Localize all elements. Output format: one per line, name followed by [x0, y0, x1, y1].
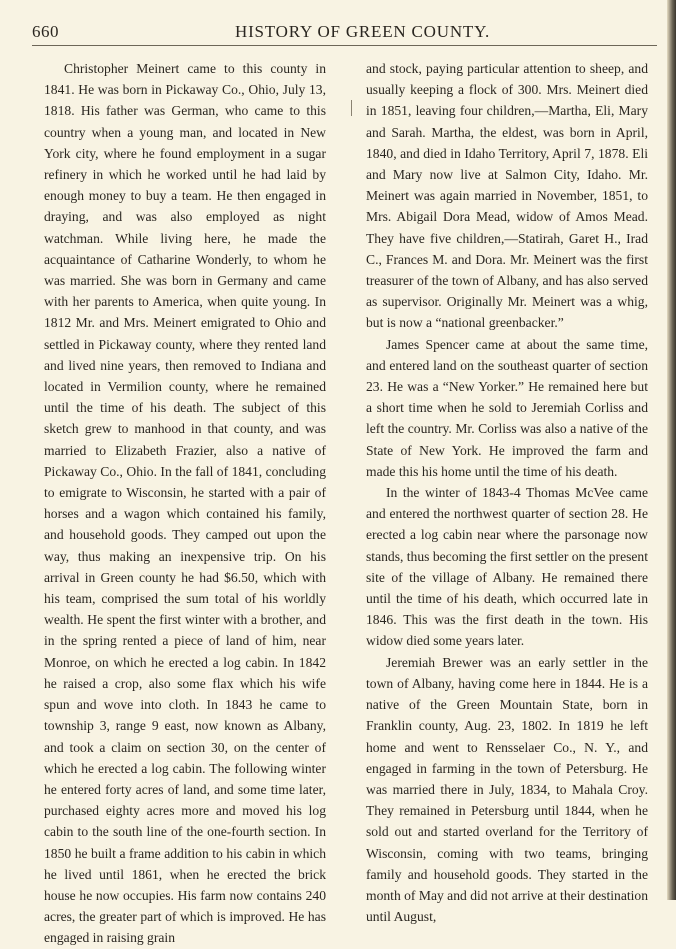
- page-number: 660: [32, 22, 59, 41]
- paragraph-meinert-continued: and stock, paying particular attention to sheep, and usually keeping a flock of 300. Mrs. Meinert died in 1851, leaving four children,—Martha, Eli, Mary and Sarah. Martha, the eldest, was born in April, 1840, and died in Idaho Territory, April 7, 1878. Eli and Mary now live at Salmon City, Idaho. Mr. Meinert was again married in November, 1851, to Mrs. Abigail Dora Mead, widow of Amos Mead. They have five children,—Statirah, Garet H., Irad C., Frances M. and Dora. Mr. Meinert was the first treasurer of the town of Albany, and has also served as supervisor. Originally Mr. Meinert was a whig, but is now a “national greenbacker.”: [366, 61, 648, 331]
- left-column: [44, 58, 326, 949]
- page-header: [0, 22, 676, 46]
- paragraph-mcvee: In the winter of 1843-4 Thomas McVee came and entered the northwest quarter of section 28. He erected a log cabin near where the parsonage now stands, thus becoming the first settler on the present site of the village of Albany. He remained there until the time of his death, which occurred late in 1846. This was the first death in the town. His widow died some years later.: [366, 485, 649, 649]
- header-rule: [32, 45, 657, 46]
- right-column: [366, 58, 648, 927]
- column-divider-mark: [351, 100, 352, 116]
- paragraph-meinert: Christopher Meinert came to this county in 1841. He was born in Pickaway Co., Ohio, July 13, 1818. His father was German, who came to this country when a young man, and located in New York city, where he found employment in a sugar refinery in which he worked until he had laid by enough money to buy a team. He then engaged in draying, and was also employed as night watchman. While living here, he made the acquaintance of Catharine Wonderly, to whom he was married. She was born in Germany and came with her parents to America, when quite young. In 1812 Mr. and Mrs. Meinert emigrated to Ohio and settled in Pickaway county, where they rented land and lived nine years, then removed to Indiana and located in Vermilion county, where he remained until the time of his death. The subject of this sketch grew to manhood in that county, and was married to Elizabeth Frazier, also a native of Pickaway Co., Ohio. In the fall of 1841, concluding to emigrate to Wisconsin, he started with a pair of horses and a wagon which contained his family, and household goods. They camped out upon the way, thus making an inexpensive trip. On his arrival in Green county he had $6.50, which with his team, comprised the sum total of his worldly wealth. He spent the first winter with a brother, and in the spring rented a piece of land of him, near Monroe, on which he erected a log cabin. In 1842 he raised a crop, also some flax which his wife spun and wove into cloth. In 1843 he came to township 3, range 9 east, now known as Albany, and took a claim on section 30, on the center of which he erected a log cabin. The following winter he entered forty acres of land, and some time later, purchased eighty acres more and moved his log cabin to the south line of the one-fourth section. In 1850 he built a frame addition to his cabin in which he lived until 1861, when he erected the brick house he now occupies. His farm now contains 240 acres, the greater part of which is improved. He has engaged in raising grain: [44, 61, 326, 946]
- page-edge-shadow: [667, 0, 676, 900]
- paragraph-brewer: Jeremiah Brewer was an early settler in the town of Albany, having come here in 1844. He is a native of the Green Mountain State, born in Franklin county, Aug. 23, 1802. In 1819 he left home and went to Rensselaer Co., N. Y., and engaged in farming in the town of Petersburg. He was married there in July, 1834, to Mahala Croy. They remained in Petersburg until 1844, when he sold out and started overland for the Territory of Wisconsin, coming with two teams, bringing family and household goods. They started in the month of May and did not arrive at their destination until August,: [366, 654, 649, 925]
- paragraph-spencer: James Spencer came at about the same time, and entered land on the southeast quarter of section 23. He was a “New Yorker.” He remained here but a short time when he sold to Jeremiah Corliss and left the country. Mr. Corliss was also a native of the State of New York. He improved the farm and made this his home until the time of his death.: [366, 336, 648, 479]
- running-title: HISTORY OF GREEN COUNTY.: [235, 22, 491, 41]
